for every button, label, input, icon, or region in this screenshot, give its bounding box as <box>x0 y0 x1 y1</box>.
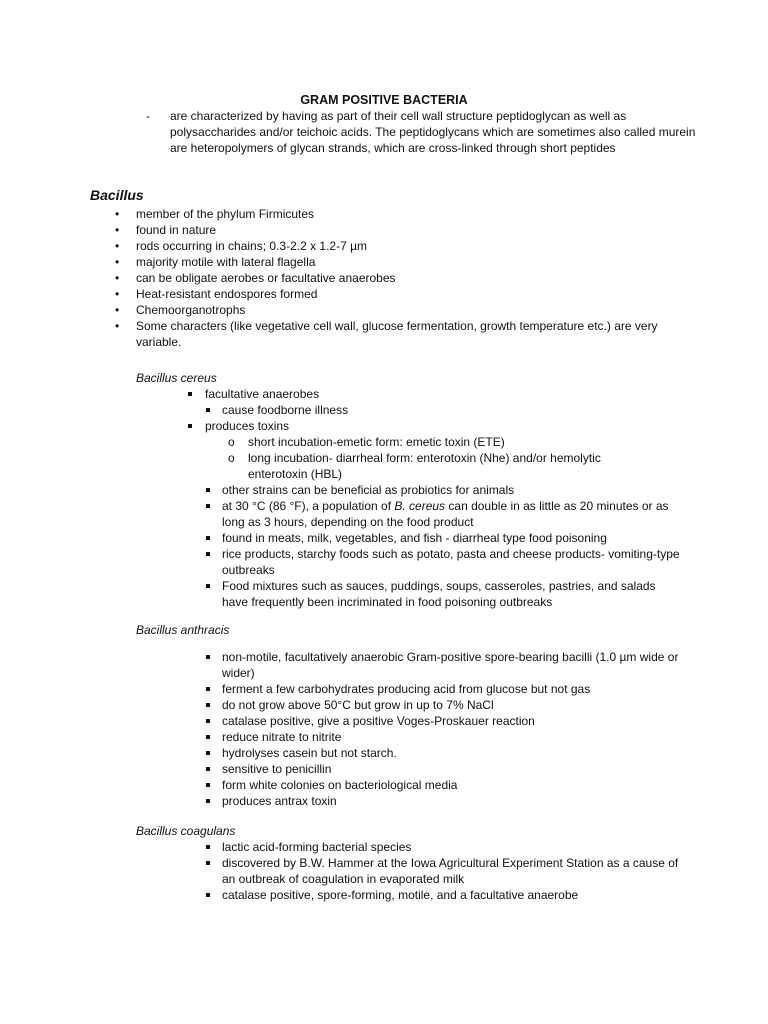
list-item-text: at 30 °C (86 °F), a population of <box>222 499 395 513</box>
list-item: • rods occurring in chains; 0.3-2.2 x 1.2-7 µm <box>136 238 676 254</box>
list-item: discovered by B.W. Hammer at the Iowa Agricultural Experiment Station as a cause of an outbreak of coagulation in evaporated milk <box>202 855 682 887</box>
list-item <box>202 498 682 530</box>
list-item: reduce nitrate to nitrite <box>202 729 682 745</box>
list-item <box>228 434 648 450</box>
list-item-text: can double in as little as 20 minutes or as long as 3 hours, depending on the food product <box>222 499 669 529</box>
list-item: other strains can be beneficial as probiotics for animals <box>202 482 682 498</box>
list-item: do not grow above 50°C but grow in up to 7% NaCl <box>202 697 682 713</box>
list-item-text: long incubation- diarrheal form: enterotoxin (Nhe) and/or hemolytic enterotoxin (HBL) <box>248 451 601 481</box>
list-item: produces antrax toxin <box>202 793 682 809</box>
list-item: produces toxins <box>185 418 685 434</box>
cereus-list-a <box>185 386 685 402</box>
list-item: found in meats, milk, vegetables, and fish - diarrheal type food poisoning <box>202 530 682 546</box>
list-item-text: short incubation-emetic form: emetic toxin (ETE) <box>248 435 505 449</box>
genus-bullet-list <box>136 206 676 350</box>
list-item: form white colonies on bacteriological media <box>202 777 682 793</box>
species-heading-coagulans: Bacillus coagulans <box>136 824 236 838</box>
list-item: ferment a few carbohydrates producing acid from glucose but not gas <box>202 681 682 697</box>
list-item: • majority motile with lateral flagella <box>136 254 676 270</box>
list-item: • Some characters (like vegetative cell wall, glucose fermentation, growth temperature etc.) are very variable. <box>136 318 676 350</box>
list-item: • Heat-resistant endospores formed <box>136 286 676 302</box>
list-item: rice products, starchy foods such as potato, pasta and cheese products- vomiting-type outbreaks <box>202 546 682 578</box>
intro-paragraph <box>152 108 712 156</box>
cereus-list-d <box>202 482 682 610</box>
intro-text: are characterized by having as part of their cell wall structure peptidoglycan as well as polysaccharides and/or teichoic acids. The peptidoglycans which are sometimes also called murein are heteropolymers of glycan strands, which are cross-linked through short peptides <box>170 109 696 155</box>
cereus-list-b <box>202 402 682 418</box>
circle-bullet-icon: o <box>228 435 235 449</box>
list-item: catalase positive, spore-forming, motile, and a facultative anaerobe <box>202 887 682 903</box>
list-item: • Chemoorganotrophs <box>136 302 676 318</box>
species-heading-cereus: Bacillus cereus <box>136 371 217 385</box>
toxin-sublist <box>228 434 648 482</box>
list-item: lactic acid-forming bacterial species <box>202 839 682 855</box>
coagulans-list <box>202 839 682 903</box>
list-item: Food mixtures such as sauces, puddings, soups, casseroles, pastries, and salads have frequently been incriminated in food poisoning outbreaks <box>202 578 682 610</box>
list-item: hydrolyses casein but not starch. <box>202 745 682 761</box>
intro-dash: - <box>146 109 150 123</box>
list-item: catalase positive, give a positive Voges-Proskauer reaction <box>202 713 682 729</box>
list-item: non-motile, facultatively anaerobic Gram-positive spore-bearing bacilli (1.0 µm wide or wider) <box>202 649 682 681</box>
document-title: GRAM POSITIVE BACTERIA <box>300 93 468 107</box>
list-item: • found in nature <box>136 222 676 238</box>
list-item: sensitive to penicillin <box>202 761 682 777</box>
list-item: facultative anaerobes <box>185 386 685 402</box>
cereus-list-c <box>185 418 685 434</box>
species-heading-anthracis: Bacillus anthracis <box>136 623 230 637</box>
anthracis-list <box>202 649 682 809</box>
italic-species: B. cereus <box>394 499 446 513</box>
list-item <box>228 450 648 482</box>
list-item: • member of the phylum Firmicutes <box>136 206 676 222</box>
circle-bullet-icon: o <box>228 451 235 465</box>
list-item: cause foodborne illness <box>202 402 682 418</box>
genus-heading: Bacillus <box>90 187 144 203</box>
list-item: • can be obligate aerobes or facultative anaerobes <box>136 270 676 286</box>
